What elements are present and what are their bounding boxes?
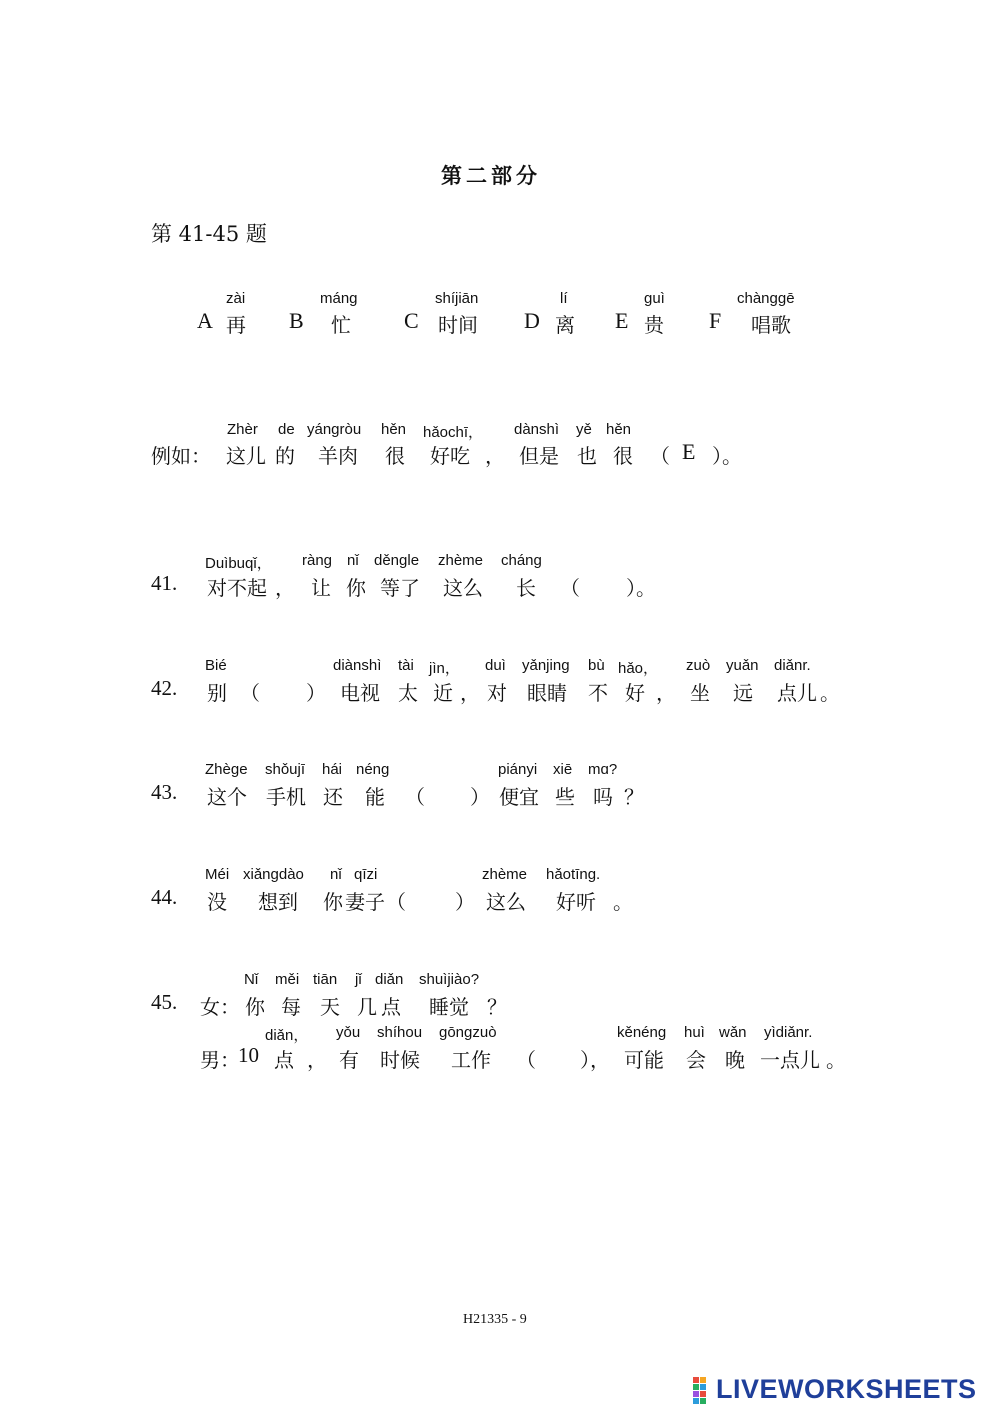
option-b-pinyin: máng [320, 290, 358, 307]
word: 好听 [556, 890, 596, 914]
word: 电视 [340, 681, 380, 705]
pinyin: yuǎn [726, 657, 759, 674]
word: 长 [516, 576, 536, 600]
option-e-letter: E [615, 308, 629, 333]
word: 好吃 [430, 444, 470, 468]
pinyin: duì [485, 657, 506, 674]
word: （ [516, 1048, 536, 1072]
option-d-pinyin: lí [560, 290, 568, 307]
word: 别 [207, 681, 227, 705]
option-f-pinyin: chànggē [737, 290, 795, 307]
word: 些 [555, 785, 575, 809]
word: ）。 [712, 444, 742, 468]
pinyin: hěn [381, 421, 407, 438]
word: ， [460, 681, 480, 705]
pinyin: tài [398, 657, 414, 674]
word: ？ [624, 785, 644, 809]
word: ？ [487, 995, 507, 1019]
liveworksheets-logo[interactable]: LIVEWORKSHEETS [716, 1374, 977, 1404]
word: 点 [274, 1048, 294, 1072]
word: 睡觉 [429, 995, 469, 1019]
word: （ [240, 681, 260, 705]
word: 等了 [380, 576, 420, 600]
option-c-pinyin: shíjiān [435, 290, 479, 307]
pinyin: mɑ? [588, 761, 618, 778]
word: 有 [339, 1048, 359, 1072]
word: 的 [275, 444, 295, 468]
word: 便宜 [499, 785, 539, 809]
word: 也 [577, 444, 597, 468]
word: 10 [238, 1043, 259, 1067]
word: 这儿 [226, 444, 266, 468]
word: ， [307, 1048, 327, 1072]
word: 几 [357, 995, 377, 1019]
word: 没 [207, 890, 227, 914]
option-e-pinyin: guì [644, 290, 665, 307]
pinyin: yǎnjing [522, 657, 570, 674]
word: 眼睛 [527, 681, 567, 705]
pinyin: yě [576, 421, 592, 438]
pinyin: jǐ [355, 971, 362, 988]
word: 还 [323, 785, 343, 809]
pinyin: xiē [553, 761, 573, 778]
word: 这个 [207, 785, 247, 809]
word: 坐 [690, 681, 710, 705]
option-e-word: 贵 [644, 313, 664, 337]
pinyin: zuò [686, 657, 711, 674]
word: 好 [625, 681, 645, 705]
word: 你 [346, 576, 366, 600]
word: 太 [398, 681, 418, 705]
option-c-word: 时间 [438, 313, 478, 337]
pinyin: yǒu [336, 1024, 361, 1041]
word: ） [470, 785, 490, 809]
option-d-word: 离 [555, 313, 575, 337]
speaker-male: 男： [200, 1048, 240, 1072]
option-d-letter: D [524, 308, 540, 333]
pinyin: děngle [374, 552, 420, 569]
pinyin: jìn， [429, 660, 460, 677]
pinyin: piányi [498, 761, 538, 778]
page-code: H21335 - 9 [463, 1312, 527, 1327]
pinyin: shǒujī [265, 761, 306, 778]
pinyin: cháng [501, 552, 542, 569]
word: 。 [820, 681, 840, 705]
word: 。 [613, 890, 633, 914]
pinyin: yìdiǎnr. [764, 1024, 813, 1041]
pinyin: diǎn [375, 971, 404, 988]
question-number: 43. [151, 780, 178, 804]
pinyin: dànshì [514, 421, 560, 438]
word: ）。 [626, 576, 656, 600]
pinyin: diǎnr. [774, 657, 811, 674]
word: ） [455, 890, 475, 914]
option-c-letter: C [404, 308, 419, 333]
word: 吗 [593, 785, 613, 809]
word: 手机 [266, 785, 306, 809]
word: 你 [323, 890, 343, 914]
pinyin: Bié [205, 657, 227, 674]
word: 羊肉 [318, 444, 358, 468]
pinyin: shuìjiào? [419, 971, 480, 988]
word: 但是 [519, 444, 559, 468]
word: 。 [826, 1048, 846, 1072]
pinyin: Duìbuqǐ， [205, 555, 272, 572]
pinyin: nǐ [347, 552, 359, 569]
pinyin: huì [684, 1024, 705, 1041]
pinyin: Nǐ [244, 971, 259, 988]
option-f-letter: F [709, 308, 722, 333]
part-title: 第二部分 [441, 163, 541, 188]
pinyin: hǎochī， [423, 424, 484, 441]
word: 每 [281, 995, 301, 1019]
word: 很 [613, 444, 633, 468]
pinyin: hǎotīng. [546, 866, 601, 883]
pinyin: tiān [313, 971, 338, 988]
word: 这么 [486, 890, 526, 914]
pinyin: hái [322, 761, 343, 778]
speaker-female: 女： [200, 995, 240, 1019]
word: 让 [311, 576, 331, 600]
word: 工作 [451, 1048, 491, 1072]
pinyin: Zhèr [227, 421, 258, 438]
option-b-letter: B [289, 308, 304, 333]
word: 能 [365, 785, 385, 809]
pinyin: ràng [302, 552, 333, 569]
word: 这么 [443, 576, 483, 600]
pinyin: nǐ [330, 866, 342, 883]
word: （ [650, 444, 670, 468]
pinyin: diànshì [333, 657, 382, 674]
word: 晚 [725, 1048, 745, 1072]
pinyin: Zhège [205, 761, 248, 778]
question-number: 44. [151, 885, 178, 909]
pinyin: néng [356, 761, 390, 778]
word: 很 [385, 444, 405, 468]
word: 一点儿 [760, 1048, 820, 1072]
word: 可能 [624, 1048, 664, 1072]
word: 对不起 [207, 576, 267, 600]
section-title: 第 41-45 题 [151, 222, 267, 246]
word: 近 [433, 681, 453, 705]
word: ） [306, 681, 326, 705]
pinyin: qīzi [354, 866, 378, 883]
pinyin: gōngzuò [439, 1024, 497, 1041]
option-b-word: 忙 [331, 313, 351, 337]
pinyin: zhème [482, 866, 528, 883]
word: 点 [381, 995, 401, 1019]
question-number: 42. [151, 676, 178, 700]
word: ， [485, 444, 505, 468]
word: 点儿 [777, 681, 817, 705]
pinyin: zhème [438, 552, 484, 569]
word: ， [656, 681, 676, 705]
word: 时候 [380, 1048, 420, 1072]
question-number: 41. [151, 571, 178, 595]
word: （ [560, 576, 580, 600]
pinyin: xiǎngdào [243, 866, 304, 883]
word: 想到 [258, 890, 298, 914]
pinyin: kěnéng [617, 1024, 667, 1041]
word: 妻子 [345, 890, 385, 914]
option-a-word: 再 [226, 313, 246, 337]
pinyin: Méi [205, 866, 230, 883]
word: （ [386, 890, 406, 914]
word: 对 [487, 681, 507, 705]
pinyin: shíhou [377, 1024, 423, 1041]
question-number: 45. [151, 990, 178, 1014]
word: 不 [588, 681, 608, 705]
liveworksheets-logo-icon [693, 1377, 712, 1405]
word: 会 [686, 1048, 706, 1072]
option-a-letter: A [197, 308, 213, 333]
option-f-word: 唱歌 [751, 313, 791, 337]
pinyin: bù [588, 657, 605, 674]
pinyin: hěn [606, 421, 632, 438]
pinyin: hǎo， [618, 660, 659, 677]
word: （ [405, 785, 425, 809]
word: ， [275, 576, 295, 600]
example-answer: E [682, 439, 696, 464]
pinyin: diǎn， [265, 1027, 309, 1044]
option-a-pinyin: zài [226, 290, 246, 307]
pinyin: yángròu [307, 421, 362, 438]
word: ）， [580, 1048, 610, 1072]
example-label: 例如： [151, 444, 211, 468]
pinyin: měi [275, 971, 300, 988]
pinyin: de [278, 421, 295, 438]
word: 远 [733, 681, 753, 705]
pinyin: wǎn [719, 1024, 747, 1041]
word: 天 [320, 995, 340, 1019]
word: 你 [245, 995, 265, 1019]
